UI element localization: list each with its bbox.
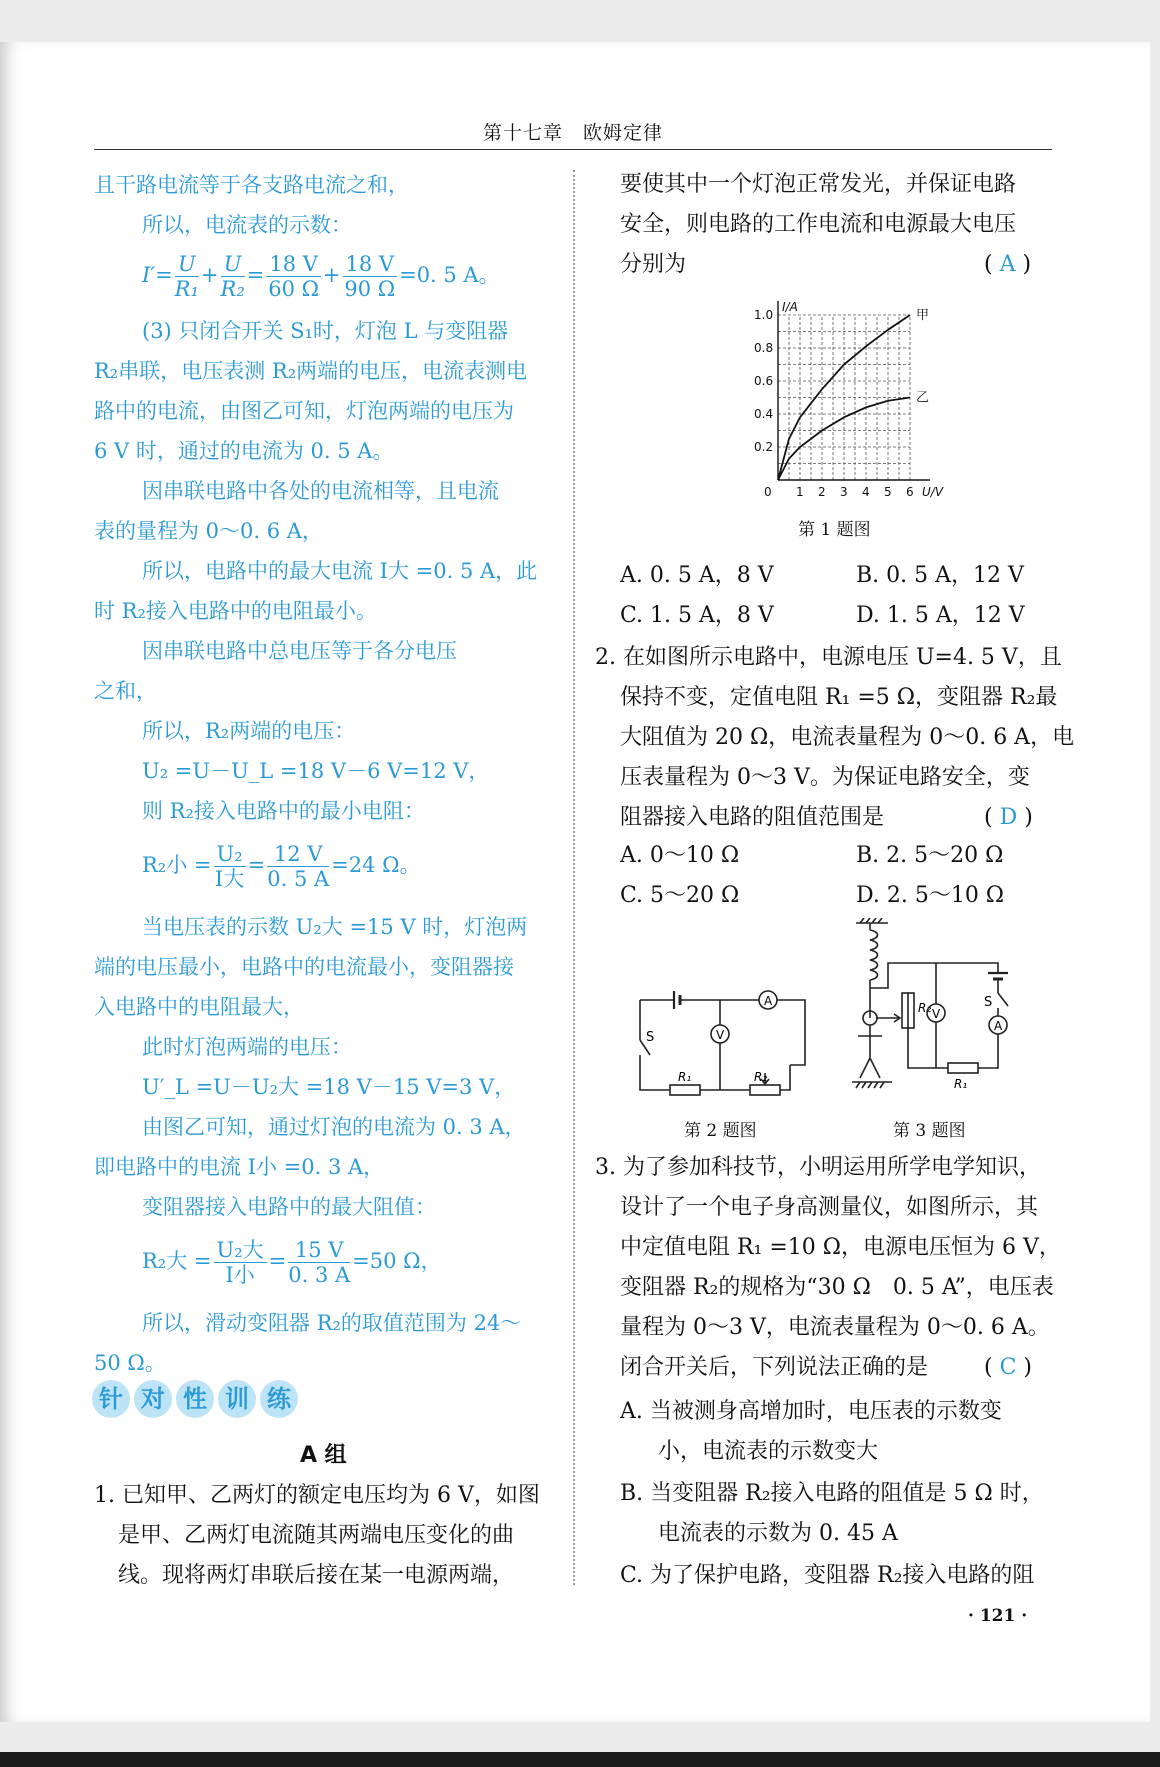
x-axis-label: U/V: [922, 485, 944, 499]
answer-bracket-q2: ( D ): [984, 805, 1033, 830]
question-3-line: 中定值电阻 R₁ =10 Ω，电源电压恒为 6 V，: [620, 1235, 1061, 1260]
option-q2-c: C. 5～20 Ω: [620, 883, 740, 908]
text-line: 即电路中的电流 I小 =0. 3 A，: [94, 1155, 385, 1179]
text-line: 因串联电路中各处的电流相等，且电流: [142, 479, 499, 503]
text-line: U₂ =U－U_L =18 V－6 V=12 V，: [142, 759, 490, 783]
r1-label: R₁: [954, 1077, 968, 1091]
section-char: 性: [176, 1380, 214, 1418]
viewer-bottom-bar: [0, 1752, 1160, 1767]
text-line: 50 Ω。: [94, 1351, 166, 1375]
question-3-line: 3. 为了参加科技节，小明运用所学电学知识，: [595, 1155, 1041, 1180]
series-label: 甲: [916, 308, 930, 323]
option-q2-d: D. 2. 5～10 Ω: [856, 883, 1005, 908]
text-line: 此时灯泡两端的电压：: [142, 1035, 352, 1059]
question-3-line: 设计了一个电子身高测量仪，如图所示，其: [620, 1195, 1039, 1220]
text-line: 路中的电流，由图乙可知，灯泡两端的电压为: [94, 399, 514, 423]
text-line: 所以，滑动变阻器 R₂的取值范围为 24～: [142, 1311, 522, 1335]
text-line: 变阻器接入电路中的最大阻值：: [142, 1195, 436, 1219]
figure-2-caption: 第 2 题图: [684, 1121, 757, 1141]
question-2-line: 2. 在如图所示电路中，电源电压 U=4. 5 V，且: [595, 645, 1062, 670]
equation-max-resistance: R₂大 = $\frac{\text{U₂大}}{\text{I小}}$ = $\frac{15 V}{0. 3 A}$ =50 Ω，: [142, 1238, 442, 1287]
y-tick-label: 1.0: [754, 308, 774, 322]
question-3-line: 量程为 0～3 V，电流表量程为 0～0. 6 A。: [620, 1315, 1050, 1340]
switch-label: S: [646, 1030, 655, 1045]
figure-3-caption: 第 3 题图: [893, 1121, 966, 1141]
x-tick-label: 6: [906, 485, 914, 499]
option-q3-a-cont: 小，电流表的示数变大: [658, 1439, 879, 1464]
question-1-line: 线。现将两灯串联后接在某一电源两端，: [118, 1563, 515, 1588]
question-2-line: 保持不变，定值电阻 R₁ =5 Ω，变阻器 R₂最: [620, 685, 1058, 710]
x-tick-label: 0: [764, 485, 772, 499]
ammeter-label: A: [994, 1019, 1003, 1033]
question-3-line: 变阻器 R₂的规格为“30 Ω 0. 5 A”，电压表: [620, 1275, 1054, 1300]
answer-bracket-q3: ( C ): [984, 1355, 1032, 1380]
circuit-diagram-fig3: [848, 918, 1018, 1103]
text-line: 入电路中的电阻最大，: [94, 995, 304, 1019]
y-tick-label: 0.4: [754, 407, 774, 421]
question-2-line: 压表量程为 0～3 V。为保证电路安全，变: [620, 765, 1030, 790]
option-q1-d: D. 1. 5 A，12 V: [856, 603, 1025, 628]
option-q2-b: B. 2. 5～20 Ω: [856, 843, 1004, 868]
option-q3-b-cont: 电流表的示数为 0. 45 A: [658, 1521, 898, 1546]
text-line: 当电压表的示数 U₂大 =15 V 时，灯泡两: [142, 915, 528, 939]
ammeter-label: A: [764, 994, 773, 1008]
text-line: 因串联电路中总电压等于各分电压: [142, 639, 457, 663]
switch-label: S: [984, 995, 993, 1010]
text-line: 则 R₂接入电路中的最小电阻：: [142, 799, 425, 823]
iv-curve-chart: [730, 290, 950, 505]
question-2-line: 大阻值为 20 Ω，电流表量程为 0～0. 6 A，电: [620, 725, 1075, 750]
option-q3-b: B. 当变阻器 R₂接入电路的阻值是 5 Ω 时，: [620, 1481, 1044, 1506]
text-line: 6 V 时，通过的电流为 0. 5 A。: [94, 439, 394, 463]
voltmeter-label: V: [932, 1007, 941, 1021]
text-line: 所以，电流表的示数：: [142, 213, 352, 237]
section-char: 训: [218, 1380, 256, 1418]
text-line: U′_L =U－U₂大 =18 V－15 V=3 V，: [142, 1075, 516, 1099]
text-line: 端的电压最小，电路中的电流最小，变阻器接: [94, 955, 514, 979]
text-line: R₂串联，电压表测 R₂两端的电压，电流表测电: [94, 359, 528, 383]
y-axis-label: I/A: [782, 300, 798, 314]
answer-bracket-q1: ( A ): [984, 252, 1032, 277]
x-tick-label: 2: [818, 485, 826, 499]
section-char: 练: [260, 1380, 298, 1418]
chapter-header: 第十七章 欧姆定律: [482, 122, 663, 144]
question-1-line: 要使其中一个灯泡正常发光，并保证电路: [620, 172, 1017, 197]
option-q1-a: A. 0. 5 A，8 V: [620, 563, 774, 588]
section-char: 针: [92, 1380, 130, 1418]
question-1-line: 安全，则电路的工作电流和电源最大电压: [620, 212, 1017, 237]
x-tick-label: 1: [796, 485, 804, 499]
question-3-line: 闭合开关后，下列说法正确的是: [620, 1355, 929, 1380]
answer-q3: C: [999, 1355, 1017, 1380]
answer-q2: D: [999, 805, 1018, 830]
y-tick-label: 0.6: [754, 374, 774, 388]
answer-q1: A: [999, 252, 1016, 277]
option-q1-c: C. 1. 5 A，8 V: [620, 603, 774, 628]
circuit-diagram-fig2: [630, 985, 815, 1100]
question-1-line: 1. 已知甲、乙两灯的额定电压均为 6 V，如图: [94, 1483, 540, 1508]
question-1-line: 是甲、乙两灯电流随其两端电压变化的曲: [118, 1523, 515, 1548]
text-line: 所以，电路中的最大电流 I大 =0. 5 A，此: [142, 559, 538, 583]
figure-1-caption: 第 1 题图: [798, 520, 871, 540]
text-line: (3) 只闭合开关 S₁时，灯泡 L 与变阻器: [142, 319, 509, 343]
y-tick-label: 0.8: [754, 341, 774, 355]
section-title-training: [92, 1380, 302, 1418]
equation-min-resistance: R₂小 = $\frac{\text{U₂}}{\text{I大}}$ = $\frac{12 V}{0. 5 A}$ =24 Ω。: [142, 842, 421, 891]
option-q1-b: B. 0. 5 A，12 V: [856, 563, 1024, 588]
voltmeter-label: V: [716, 1028, 725, 1042]
text-line: 由图乙可知，通过灯泡的电流为 0. 3 A，: [142, 1115, 526, 1139]
option-q3-a: A. 当被测身高增加时，电压表的示数变: [620, 1399, 1002, 1424]
option-q2-a: A. 0～10 Ω: [620, 843, 740, 868]
text-line: 之和，: [94, 679, 157, 703]
column-divider: [573, 170, 575, 1585]
r1-label: R₁: [678, 1070, 692, 1084]
y-tick-label: 0.2: [754, 440, 774, 454]
header-rule: [94, 149, 1052, 150]
x-tick-label: 5: [884, 485, 892, 499]
text-line: 表的量程为 0～0. 6 A，: [94, 519, 323, 543]
series-label: 乙: [916, 390, 930, 406]
text-line: 且干路电流等于各支路电流之和，: [94, 173, 409, 197]
equation-current: I′= $\frac{U}{\text{R₁}}$ + $\frac{U}{\text{R₂}}$ = $\frac{18 V}{60 \Omega}$ + $\frac{18 V}{90 \Omega}$ =0. 5 A。: [142, 252, 500, 301]
r2-label: R₂: [754, 1070, 768, 1084]
question-2-line: 阻器接入电路的阻值范围是: [620, 805, 885, 830]
option-q3-c: C. 为了保护电路，变阻器 R₂接入电路的阻: [620, 1563, 1035, 1588]
text-line: 时 R₂接入电路中的电阻最小。: [94, 599, 377, 623]
r2-label: R₂: [918, 1001, 932, 1015]
x-tick-label: 4: [862, 485, 870, 499]
x-tick-label: 3: [840, 485, 848, 499]
question-1-line: 分别为: [620, 252, 687, 277]
page-number: · 121 ·: [968, 1606, 1028, 1626]
group-heading: A 组: [300, 1443, 347, 1468]
text-line: 所以，R₂两端的电压：: [142, 719, 356, 743]
section-char: 对: [134, 1380, 172, 1418]
